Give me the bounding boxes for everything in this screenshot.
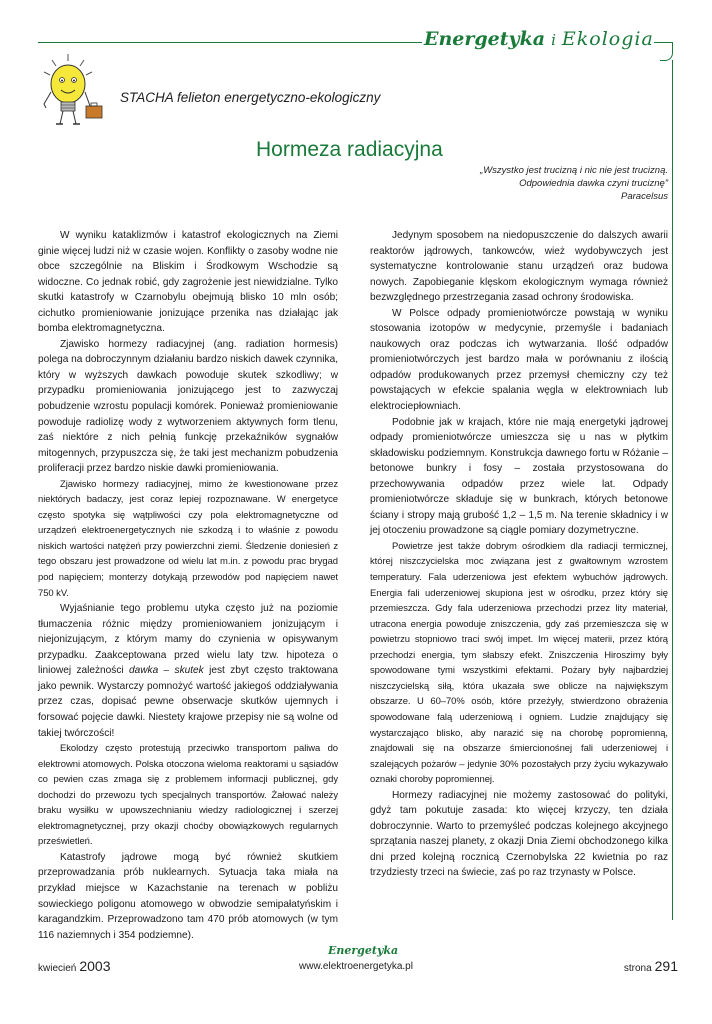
page-label: strona bbox=[623, 963, 652, 974]
brand-conj: i bbox=[551, 31, 556, 49]
footer-logo: Energetyka bbox=[328, 944, 399, 957]
paragraph: Podobnie jak w krajach, które nie mają energetyki jądrowej odpady promieniotwórcze umieszcza się u nas w płytkim składowisku podziemnym. Konstrukcja dawnego fortu w Różanie – betonowe bunkry i fosy – została przystosowana do przechowywania odpadów przez wiele lat. Odpady promieniotwórcze składuje się w bunkrach, których betonowe ściany i stropy mają grubość 1,2 – 1,5 m. Na terenie składnicy i w jej otoczeniu prowadzone są ciągle pomiary dozymetryczne. bbox=[370, 416, 668, 537]
paragraph bbox=[38, 601, 338, 741]
paragraph: Zjawisko hormezy radiacyjnej (ang. radiation hormesis) polega na dobroczynnym działaniu bardzo niskich dawek czynnika, który w wyższych dawkach powoduje skutek szkodliwy; w przypadku promieniowania jonizującego jest to zazwyczaj pobudzenie wzrostu populacji komórek. Ponieważ promieniowanie powoduje radiolizę wody z wytworzeniem aktywnych form tlenu, zaś niektóre z nich pełnią funkcję przekaźników sygnałów mitogennych, przypuszcza się, że taki jest mechanizm pobudzenia proliferacji przez bardzo niskie dawki promieniowania. bbox=[38, 338, 338, 475]
page-number-value: 291 bbox=[654, 958, 678, 974]
issue-year: 2003 bbox=[79, 958, 111, 974]
paragraph-text: Wyjaśnianie tego problemu utyka często już na poziomie tłumaczenia różnic między promieniowaniem jonizującym i niejonizującym, z którym mamy do czynienia w opisywanym przypadku. Zaakceptowana przed wielu laty tzw. hipoteza o liniowej zależności bbox=[38, 603, 338, 677]
paragraph: W Polsce odpady promieniotwórcze powstają w wyniku stosowania izotopów w medycynie, przemyśle i badaniach naukowych oraz podczas ich wytwarzania. Ilość odpadów promieniotwórczych jest bardzo mała w porównaniu z ilością odpadów produkowanych przez przemysł chemiczny czy też powstających w efekcie spalania węgla w elektrowniach lub elektrociepłowniach. bbox=[370, 307, 668, 413]
series-label: STACHA felieton energetyczno-ekologiczny bbox=[120, 90, 381, 105]
header-rule bbox=[38, 42, 422, 43]
brand-energetyka: Energetyka bbox=[424, 28, 546, 50]
quote-author: Paracelsus bbox=[621, 191, 668, 202]
lightbulb-mascot-icon bbox=[36, 52, 106, 132]
website-url bbox=[0, 961, 712, 972]
right-margin-rule bbox=[672, 60, 673, 920]
quote-line-2: Odpowiednia dawka czyni truciznę” bbox=[519, 178, 668, 189]
quote-line-1: „Wszystko jest trucizną i nic nie jest trucizną. bbox=[480, 165, 668, 176]
paragraph: Zjawisko hormezy radiacyjnej, mimo że kwestionowane przez niektórych badaczy, jest coraz lepiej rozpoznawane. W energetyce często spotyka się wątpliwości czy pola elektromagnetyczne od urządzeń elektroenergetycznych nie szkodzą i to właśnie z powodu niskich wartości natężeń przy powierzchni ziemi. Śledzenie doniesień z tego obszaru jest prowadzone od wielu lat m.in. z powodu prac brygad pod napięciem; monterzy dotykają przewodów pod napięciem nawet 750 kV. bbox=[38, 478, 338, 599]
page-number bbox=[624, 958, 678, 974]
paragraph: Powietrze jest także dobrym ośrodkiem dla radiacji termicznej, której niszczycielska moc związana jest z gwałtownym wzrostem temperatury. Fala uderzeniowa jest efektem wybuchów jądrowych. Energia fali uderzeniowej skupiona jest w ośrodku, przez który się przemieszcza. Gdy fala uderzeniowa przechodzi przez lity materiał, utracona energia powoduje zniszczenia, gdy zaś przemieszcza się w powietrzu stopniowo traci swój impet. Im więcej materii, przez którą przechodzi energia, tym słabszy efekt. Zniszczenia Hiroszimy były spowodowane tymi wszystkimi efektami. Pożary były najbardziej niszczycielską siłą, która ukazała swe oblicze na największym obszarze. U 60–70% osób, które przeżyły, stwierdzono obrażenia spowodowane falą uderzeniową i ogniem. Ludzie znajdujący się wystarczająco blisko, aby narazić się na chorobę popromienną, znajdowali się na obszarze śmiercionośnej fali uderzeniowej i szalejących pożarów – jedynie 30% pozostałych przy życiu wykazywało oznaki choroby popromiennej. bbox=[370, 540, 668, 786]
header-rule-curve bbox=[660, 42, 673, 61]
italic-term: dawka – skutek bbox=[129, 665, 204, 677]
right-column bbox=[370, 228, 668, 881]
paragraph: W wyniku kataklizmów i katastrof ekologicznych na Ziemi ginie więcej ludzi niż w czasie wojen. Konflikty o zasoby wodne nie obce szczególnie na Bliskim i Środkowym Wschodzie są widoczne. Co jednak robić, gdy zagrożenie jest niewidzialne. Tylko skutki katastrofy w Czarnobylu obejmują blisko 10 mln osób; cichutko promieniowanie jonizujące przenika nas działając jak bomba elektromagnetyczna. bbox=[38, 230, 338, 335]
magazine-brand bbox=[424, 28, 654, 50]
article-title: Hormeza radiacyjna bbox=[256, 138, 443, 161]
paragraph-text: jest zbyt często traktowana jako pewnik. Wystarczy pomnożyć wartość jakiegoś oddziaływania przez czas, dopisać pewne obserwacje skutków ujemnych i forsować pojęcie dawki. Niestety krajowe przepisy nie są wolne od takiej twórczości! bbox=[38, 665, 339, 739]
website-url-text: www.elektroenergetyka.pl bbox=[299, 961, 413, 972]
paragraph: Katastrofy jądrowe mogą być również skutkiem przeprowadzania prób nuklearnych. Sytuacja taka miała na przykład miejsce w Kazachstanie na terenach w pobliżu sowieckiego poligonu atomowego w obwodzie semipałatyńskim i karagandzkim. Przeprowadzono tam 470 prób atomowych (w tym 116 naziemnych i 354 podziemne). bbox=[38, 851, 338, 941]
brand-ekologia: Ekologia bbox=[561, 28, 654, 50]
paragraph: Hormezy radiacyjnej nie możemy zastosować do polityki, gdyż tam pokutuje zasada: kto więcej krzyczy, ten działa dobroczynnie. Warto to przemyśleć podczas kolejnego akcyjnego sprzątania naszej planety, z okazji Dnia Ziemi obchodzonego kilka dni przed kolejną rocznicą Czernobylska 22 kwietnia po raz trzydziesty trzeci na świecie, zaś po raz trzynasty w Polsce. bbox=[370, 789, 668, 879]
paragraph: Ekolodzy często protestują przeciwko transportom paliwa do elektrowni atomowych. Polska otoczona wieloma reaktorami u sąsiadów co pewien czas zmaga się z problemem informacji publicznej, gdy dochodzi do przewozu tych specjalnych transportów. Żałować należy braku wysiłku w upowszechnianiu wiedzy radiologicznej i szerzej elektromagnetycznej, przy okazji choćby obowiązkowych regularnych prześwietleń. bbox=[38, 743, 338, 848]
paragraph: Jedynym sposobem na niedopuszczenie do dalszych awarii reaktorów jądrowych, tankowców, wież wydobywczych jest systematyczne kontrolowanie stanu urządzeń oraz budowa nowych. Zapobieganie klęskom ekologicznym wymaga również bezwzględnego przestrzegania zasad ochrony środowiska. bbox=[370, 230, 668, 304]
issue-month: kwiecień bbox=[38, 963, 77, 974]
left-column bbox=[38, 228, 338, 943]
epigraph-quote bbox=[438, 164, 668, 203]
